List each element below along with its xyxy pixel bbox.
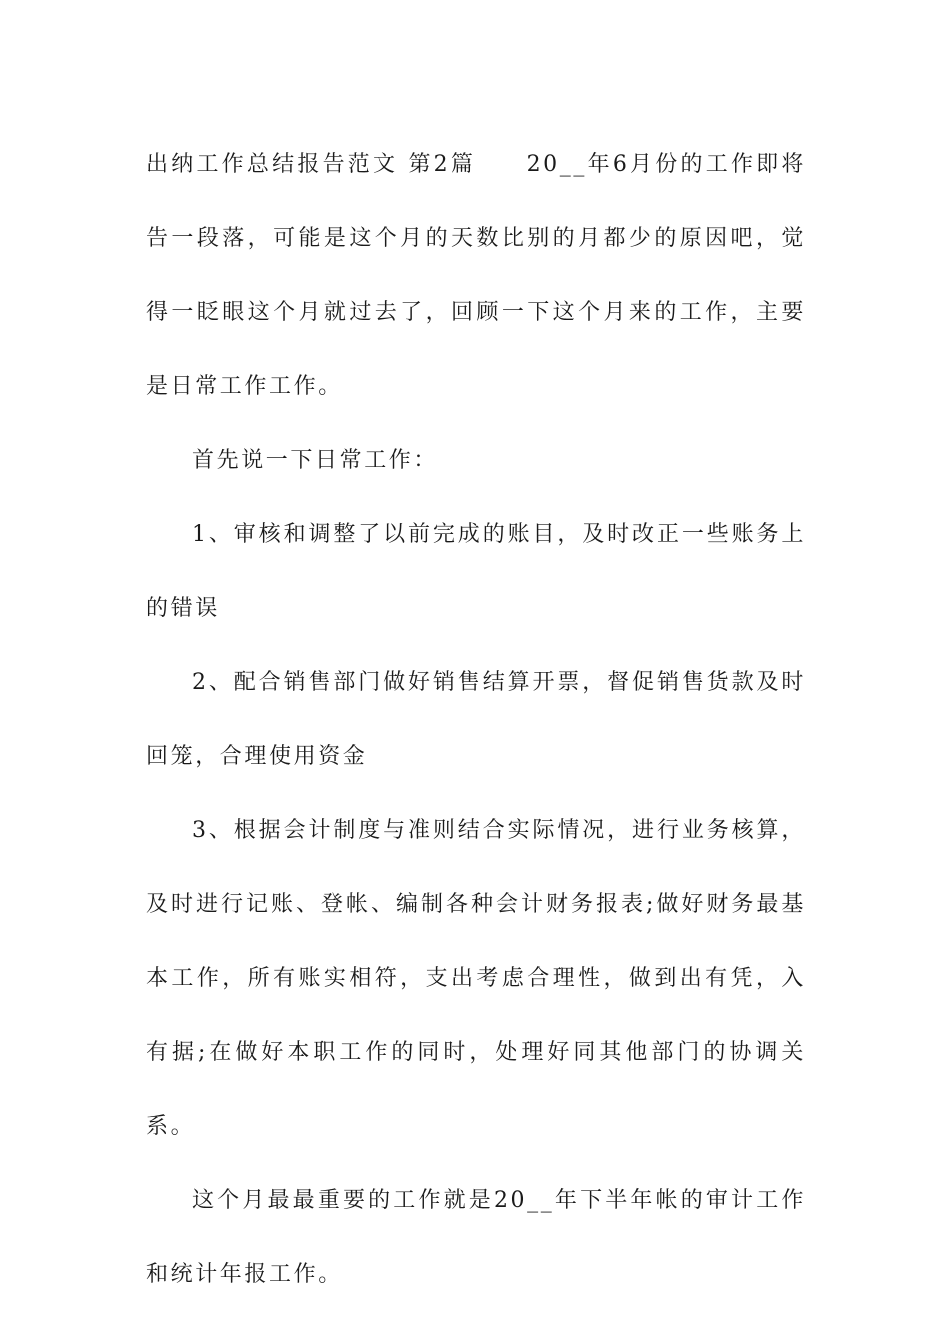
paragraph-intro: 出纳工作总结报告范文 第2篇 20__年6月份的工作即将告一段落，可能是这个月的天数比别的月都少的原因吧，觉得一眨眼这个月就过去了，回顾一下这个月来的工作，主要是日常工作工作。	[146, 152, 806, 399]
document-body	[146, 128, 806, 1312]
paragraph-item-1: 1、审核和调整了以前完成的账目，及时改正一些账务上的错误	[146, 522, 806, 621]
paragraph-daily-work-heading: 首先说一下日常工作：	[192, 448, 439, 473]
paragraph-item-2: 2、配合销售部门做好销售结算开票，督促销售货款及时回笼，合理使用资金	[146, 670, 806, 769]
paragraph-item-3: 3、根据会计制度与准则结合实际情况，进行业务核算，及时进行记账、登帐、编制各种会计财务报表;做好财务最基本工作，所有账实相符，支出考虑合理性，做到出有凭，入有据;在做好本职工作的同时，处理好同其他部门的协调关系。	[146, 818, 806, 1139]
paragraph-key-work: 这个月最最重要的工作就是20__年下半年帐的审计工作和统计年报工作。	[146, 1188, 806, 1287]
